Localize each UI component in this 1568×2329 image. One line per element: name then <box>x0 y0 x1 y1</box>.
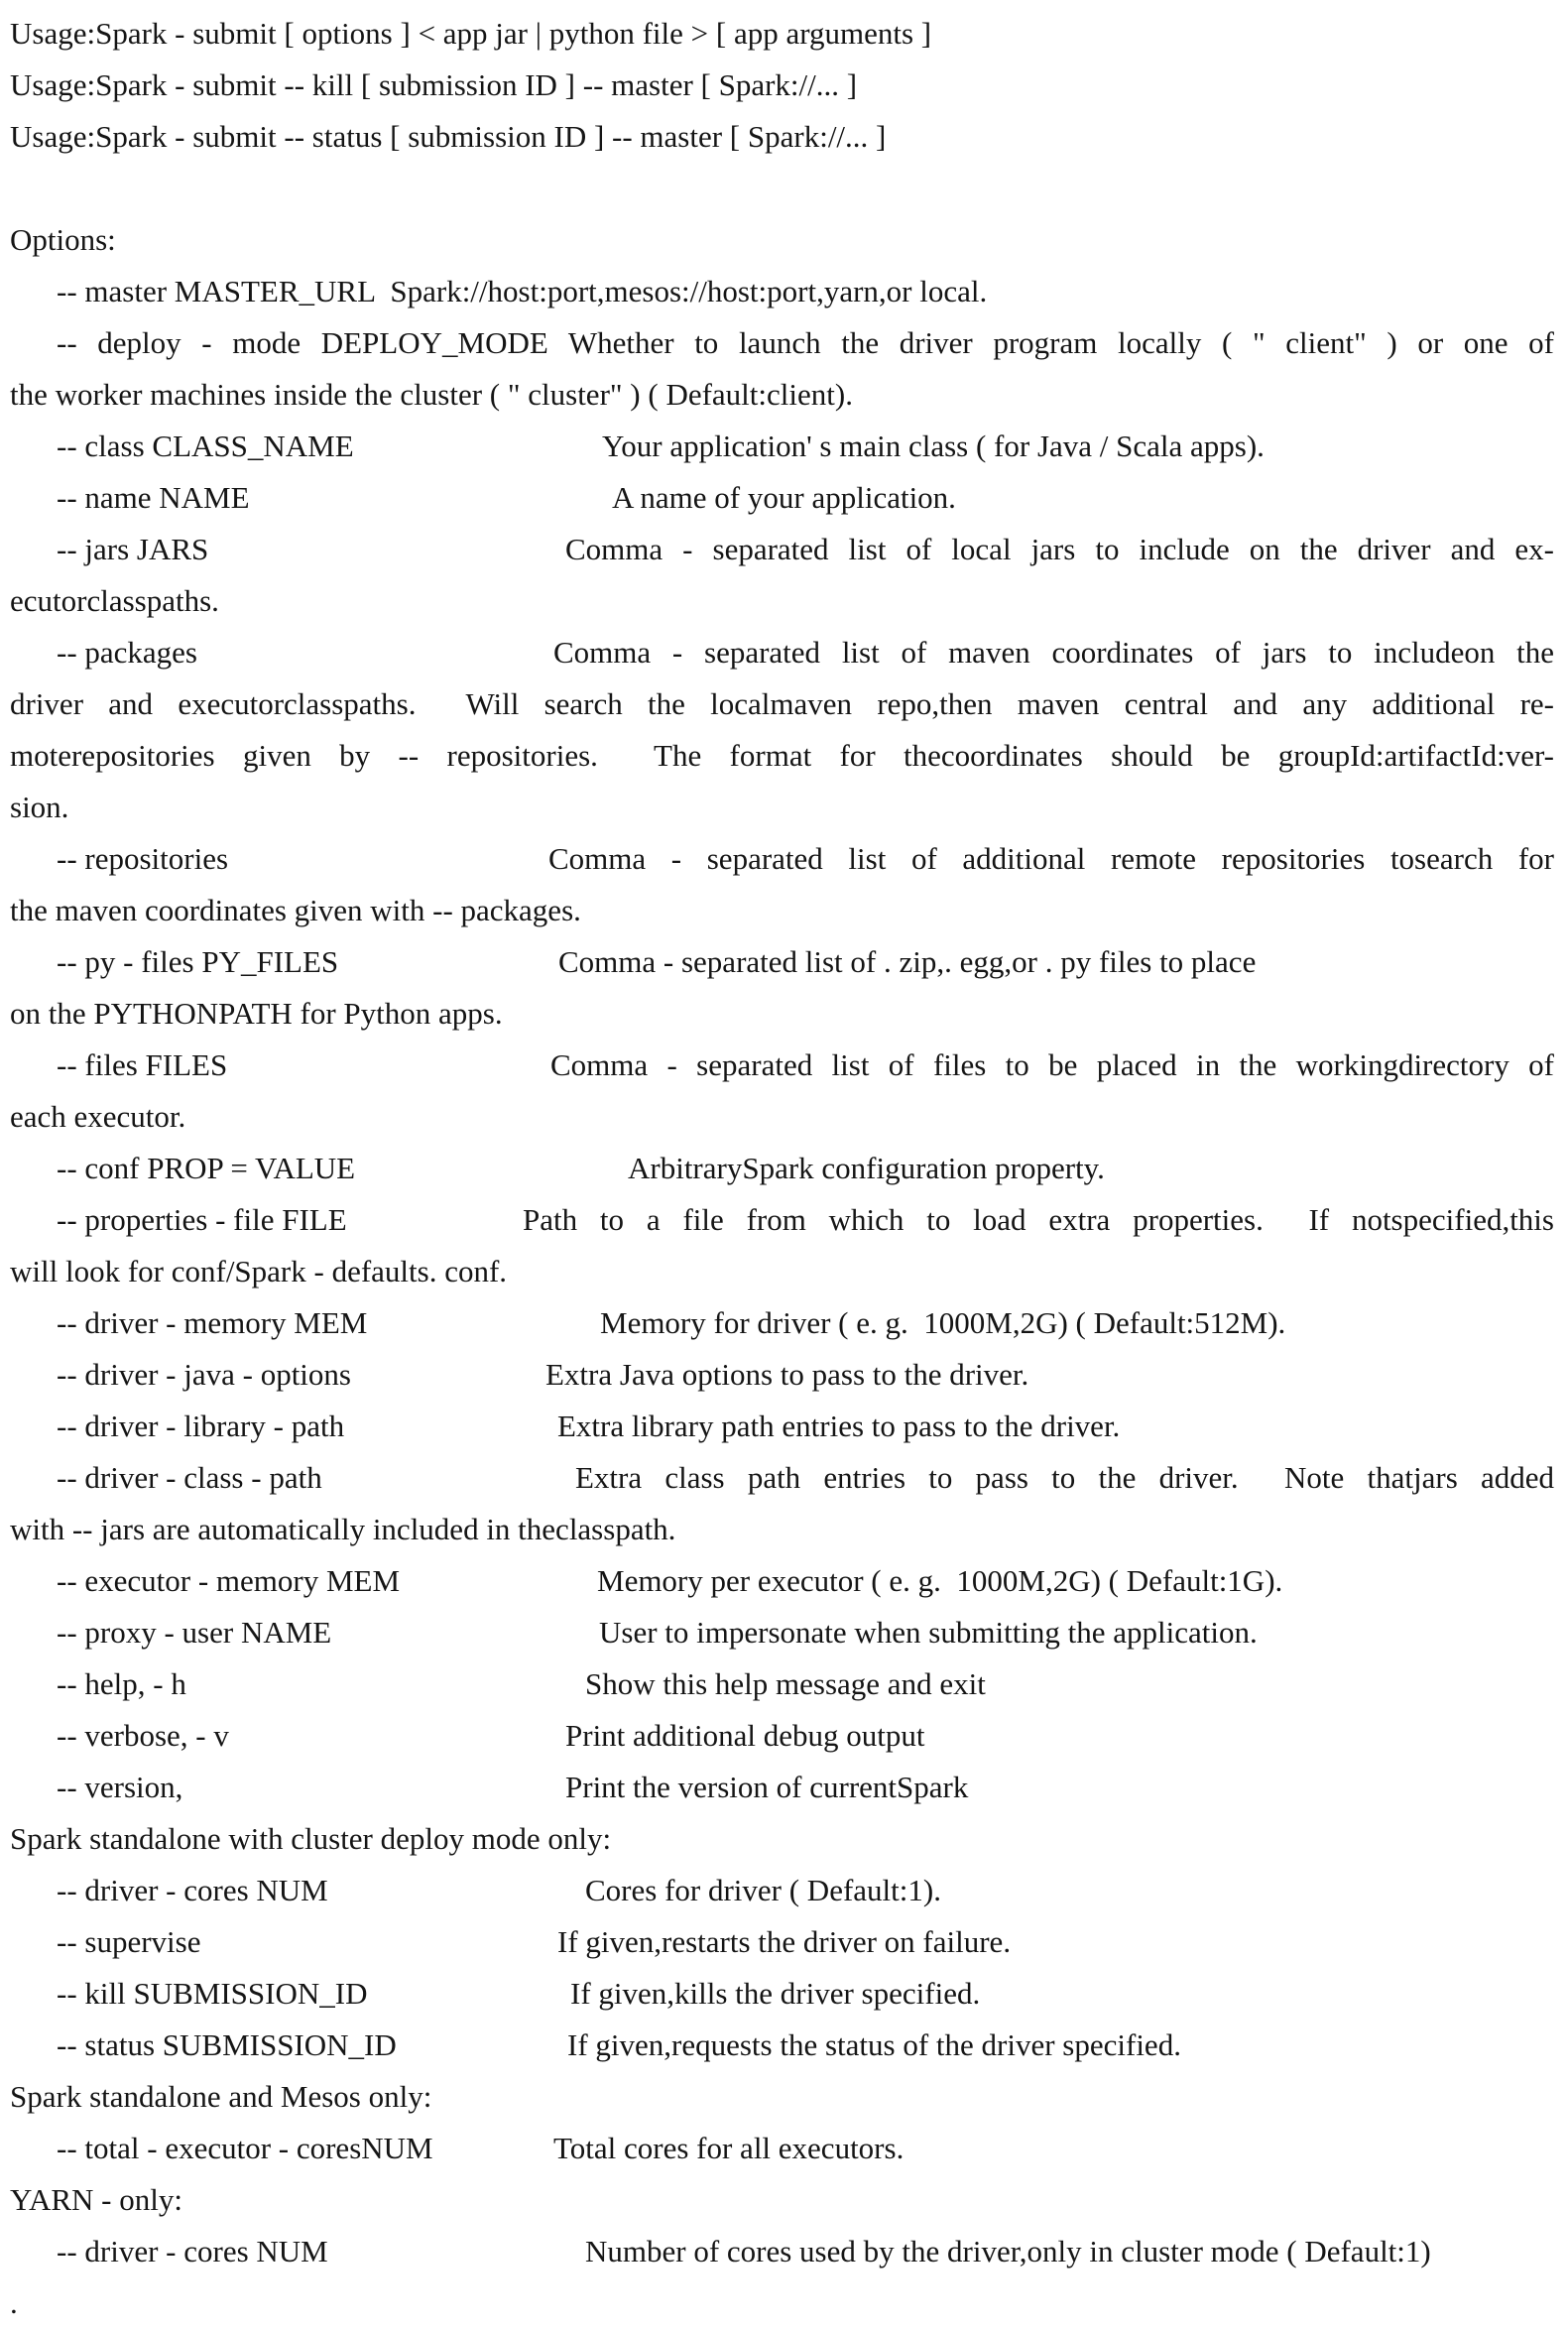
continuation-line: the worker machines inside the cluster ( " cluster" ) ( Default:client). <box>10 377 853 412</box>
option-flag: -- driver - java - options <box>57 1357 351 1392</box>
section-header: Spark standalone with cluster deploy mode only: <box>10 1821 612 1856</box>
option-flag: -- driver - memory MEM <box>57 1305 368 1340</box>
option-line <box>0 1607 1568 1658</box>
continuation-line: with -- jars are automatically included in theclasspath. <box>10 1512 676 1546</box>
option-flag: -- py - files PY_FILES <box>57 944 339 979</box>
option-flag: -- proxy - user NAME <box>57 1615 332 1650</box>
option-line <box>0 1401 1568 1452</box>
option-flag: -- version, <box>57 1770 183 1804</box>
section-header: Options: <box>10 222 116 257</box>
section-header: Spark standalone and Mesos only: <box>10 2079 432 2114</box>
option-description: User to impersonate when submitting the application. <box>599 1615 1258 1650</box>
option-flag: -- status SUBMISSION_ID <box>57 2027 397 2062</box>
option-description: Memory per executor ( e. g. 1000M,2G) ( Default:1G). <box>597 1563 1283 1598</box>
option-flag: -- help, - h <box>57 1666 186 1701</box>
option-description: Comma - separated list of local jars to include on the driver and ex- <box>565 532 1554 566</box>
continuation-line: will look for conf/Spark - defaults. conf. <box>10 1254 508 1288</box>
option-description: ArbitrarySpark configuration property. <box>628 1151 1105 1185</box>
option-line <box>0 1143 1568 1194</box>
option-description: Extra library path entries to pass to the driver. <box>557 1409 1121 1443</box>
option-description: Comma - separated list of additional remote repositories tosearch for <box>548 841 1554 876</box>
option-description: If given,kills the driver specified. <box>570 1976 981 2011</box>
option-description: Total cores for all executors. <box>553 2131 905 2165</box>
option-description: Print the version of currentSpark <box>565 1770 969 1804</box>
option-line <box>0 936 1568 988</box>
option-description: Cores for driver ( Default:1). <box>585 1873 941 1907</box>
option-description: Comma - separated list of files to be placed in the workingdirectory of <box>550 1047 1554 1082</box>
option-description: If given,restarts the driver on failure. <box>557 1924 1012 1959</box>
option-flag: -- driver - library - path <box>57 1409 345 1443</box>
option-flag: -- repositories <box>57 841 229 876</box>
option-description: Your application' s main class ( for Java / Scala apps). <box>602 429 1265 463</box>
option-description: Show this help message and exit <box>585 1666 986 1701</box>
option-flag: -- executor - memory MEM <box>57 1563 401 1598</box>
option-flag: -- class CLASS_NAME <box>57 429 354 463</box>
option-flag: -- verbose, - v <box>57 1718 229 1753</box>
option-flag: -- kill SUBMISSION_ID <box>57 1976 368 2011</box>
usage-line: Usage:Spark - submit -- status [ submission ID ] -- master [ Spark://... ] <box>10 119 887 154</box>
option-flag: -- total - executor - coresNUM <box>57 2131 433 2165</box>
section-header: YARN - only: <box>10 2182 182 2217</box>
option-line <box>0 2020 1568 2071</box>
continuation-line: the maven coordinates given with -- packages. <box>10 893 581 927</box>
option-line <box>0 627 1568 678</box>
blank-line <box>0 163 1568 214</box>
option-line <box>0 1710 1568 1762</box>
option-flag: -- jars JARS <box>57 532 209 566</box>
continuation-line: sion. <box>10 790 69 824</box>
option-line: -- deploy - mode DEPLOY_MODE Whether to launch the driver program locally ( " client" ) or one of <box>57 325 1554 360</box>
option-line: -- master MASTER_URL Spark://host:port,mesos://host:port,yarn,or local. <box>57 274 988 308</box>
option-line <box>0 1658 1568 1710</box>
option-flag: -- properties - file FILE <box>57 1202 347 1237</box>
option-description: A name of your application. <box>612 480 956 515</box>
option-line <box>0 1040 1568 1091</box>
option-description: If given,requests the status of the driver specified. <box>567 2027 1181 2062</box>
option-line <box>0 524 1568 575</box>
option-flag: -- driver - cores NUM <box>57 2234 328 2268</box>
option-flag: -- files FILES <box>57 1047 228 1082</box>
option-line <box>0 472 1568 524</box>
continuation-line: each executor. <box>10 1099 186 1134</box>
option-flag: -- driver - cores NUM <box>57 1873 328 1907</box>
option-line <box>0 833 1568 885</box>
continuation-line: on the PYTHONPATH for Python apps. <box>10 996 503 1031</box>
option-line <box>0 1762 1568 1813</box>
usage-line: Usage:Spark - submit [ options ] < app jar | python file > [ app arguments ] <box>10 16 932 51</box>
option-description: Extra class path entries to pass to the driver. Note thatjars added <box>575 1460 1554 1495</box>
continuation-line: driver and executorclasspaths. Will search the localmaven repo,then maven central and any additional re- <box>10 686 1554 721</box>
continuation-line: ecutorclasspaths. <box>10 583 219 618</box>
option-line <box>0 1349 1568 1401</box>
option-description: Path to a file from which to load extra properties. If notspecified,this <box>523 1202 1554 1237</box>
usage-line: Usage:Spark - submit -- kill [ submission ID ] -- master [ Spark://... ] <box>10 67 858 102</box>
option-line <box>0 1865 1568 1916</box>
option-flag: -- driver - class - path <box>57 1460 322 1495</box>
option-line <box>0 1555 1568 1607</box>
option-flag: -- supervise <box>57 1924 201 1959</box>
option-description: Print additional debug output <box>565 1718 925 1753</box>
option-description: Extra Java options to pass to the driver. <box>545 1357 1029 1392</box>
option-line <box>0 2226 1568 2277</box>
option-description: Memory for driver ( e. g. 1000M,2G) ( Default:512M). <box>600 1305 1286 1340</box>
option-flag: -- conf PROP = VALUE <box>57 1151 356 1185</box>
option-line <box>0 1916 1568 1968</box>
option-flag: -- packages <box>57 635 197 670</box>
option-description: Comma - separated list of . zip,. egg,or . py files to place <box>558 944 1257 979</box>
option-line <box>0 1452 1568 1504</box>
option-description: Number of cores used by the driver,only in cluster mode ( Default:1) <box>585 2234 1431 2268</box>
continuation-line: . <box>10 2285 18 2320</box>
continuation-line: moterepositories given by -- repositories. The format for thecoordinates should be groupId:artifactId:ver- <box>10 738 1554 773</box>
option-flag: -- name NAME <box>57 480 250 515</box>
option-line <box>0 1194 1568 1246</box>
option-line <box>0 1968 1568 2020</box>
option-line <box>0 1297 1568 1349</box>
option-line <box>0 421 1568 472</box>
option-description: Comma - separated list of maven coordinates of jars to includeon the <box>553 635 1554 670</box>
option-line <box>0 2123 1568 2174</box>
